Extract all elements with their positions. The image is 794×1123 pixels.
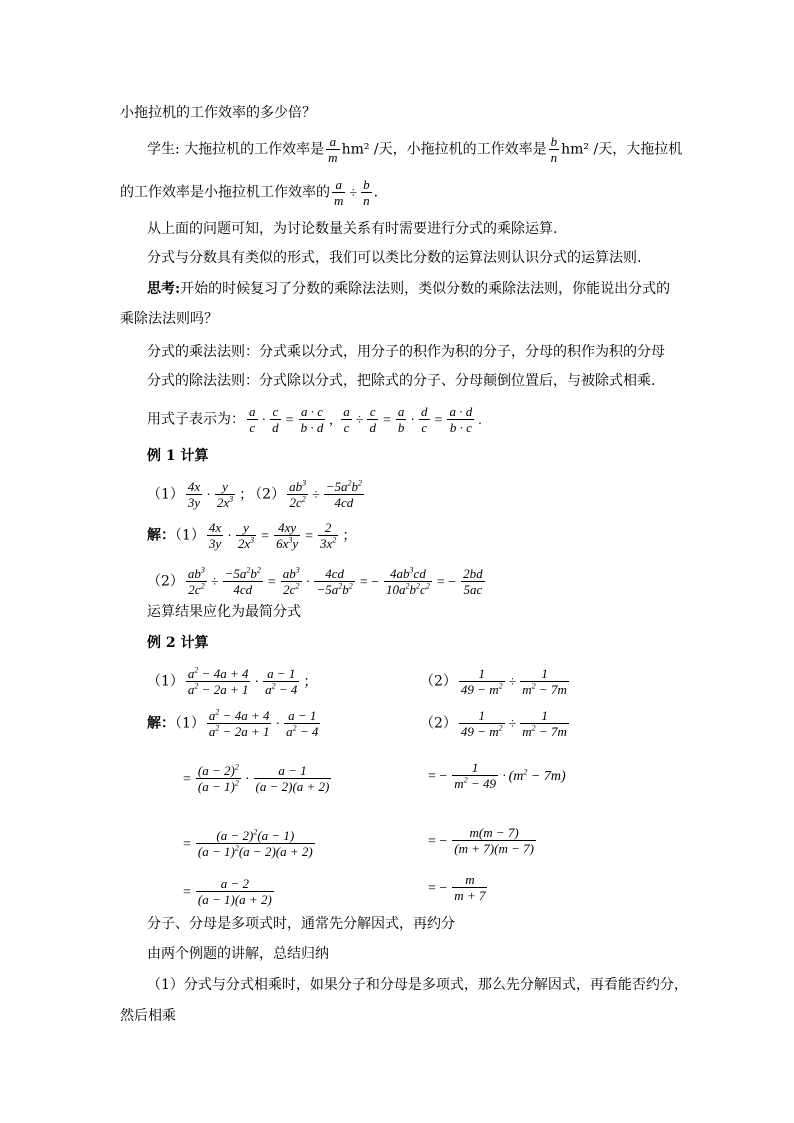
math-frac: $\frac{a - 2}{(a - 1)(a + 2)}$	[197, 876, 272, 907]
math-frac: $\frac{y}{2x^3}$	[216, 479, 234, 510]
example2-title: 例 2 计算	[147, 635, 209, 651]
text-line-question-end: 小拖拉机的工作效率的多少倍？	[120, 105, 316, 121]
example2-solution-1-step3: = $\frac{a - 2}{(a - 1)(a + 2)}$	[183, 876, 272, 907]
problem-number: （1）	[175, 527, 205, 544]
example2-solution-1-step2: = $\frac{(a - 2)^2(a - 1)}{(a - 1)^2(a - 2)(a + 2)}$	[183, 827, 313, 859]
formula-label: 用式子表示为：	[147, 411, 245, 428]
note-summary-intro: 由两个例题的讲解，总结归纳	[147, 946, 329, 962]
student-text-a: 学生: 大拖拉机的工作效率是	[147, 141, 325, 158]
example2-solution-1-step0: 解：（1） $\frac{a^2 - 4a + 4}{a^2 - 2a + 1}$ · $\frac{a - 1}{a^2 - 4}$	[147, 707, 319, 739]
problem-number: （2）	[147, 573, 184, 590]
formula-frac: $\frac{c}{d}$	[369, 404, 376, 435]
think-label: 思考:	[147, 281, 181, 297]
formula-frac: $\frac{a \cdot d}{b \cdot c}$	[449, 404, 473, 435]
math-frac: $\frac{a^2 - 4a + 4}{a^2 - 2a + 1}$	[208, 707, 270, 739]
problem-number: （1）	[147, 486, 184, 503]
example1-solution-1: 解：（1） $\frac{4x}{3y}$ · $\frac{y}{2x^3}$ = $\frac{4xy}{6x^3y}$ = $\frac{2}{3x^2}$ ；	[147, 520, 357, 551]
fraction-a-over-m: $\frac{a}{m}$	[328, 134, 338, 165]
rule-multiplication: 分式的乘法法则：分式乘以分式，用分子的积作为积的分子，分母的积作为积的分母	[147, 344, 665, 360]
formula-frac: $\frac{a \cdot c}{b \cdot d}$	[300, 404, 324, 435]
rule-division: 分式的除法法则：分式除以分式，把除式的分子、分母颠倒位置后，与被除式相乘.	[147, 373, 656, 389]
student-text-b: hm² /天，小拖拉机的工作效率是	[341, 141, 547, 158]
example1-solution-2: （2） $\frac{ab^3}{2c^2}$ ÷ $\frac{-5a^2b^2}{4cd}$ = $\frac{ab^3}{2c^2}$ · $\frac{4cd}{-5a^2b^2}$ = − $\frac{4ab^3cd}{10a^2b^2c^2}$ = − $\frac{2bd}{5ac}$	[147, 565, 483, 597]
formula-frac: $\frac{d}{c}$	[421, 404, 428, 435]
think-line1	[147, 279, 670, 299]
formula-line: 用式子表示为： $\frac{a}{c}$ · $\frac{c}{d}$ = $\frac{a \cdot c}{b \cdot d}$ , $\frac{a}{c}$ ÷ $\frac{c}{d}$ = $\frac{a}{b}$ · $\frac{d}{c}$ = $\frac{a \cdot d}{b \cdot c}$ .	[147, 404, 482, 435]
math-frac: $\frac{4ab^3cd}{10a^2b^2c^2}$	[386, 565, 430, 597]
problem-number: （1）	[175, 715, 205, 732]
example2-solution-2-step2: = − $\frac{m(m - 7)}{(m + 7)(m - 7)}$	[428, 825, 534, 856]
fraction-b-over-n: $\frac{b}{n}$	[550, 134, 558, 165]
example1-title: 例 1 计算	[147, 448, 209, 464]
fraction-b-over-n-2: $\frac{b}{n}$	[363, 177, 370, 208]
math-frac: $\frac{ab^3}{2c^2}$	[282, 565, 300, 597]
math-frac: $\frac{a - 1}{a^2 - 4}$	[265, 666, 298, 697]
fraction-a-over-m-2: $\frac{a}{m}$	[334, 177, 344, 208]
student-text-c: hm² /天，大拖拉机	[561, 141, 683, 158]
example2-solution-1-step1: = $\frac{(a - 2)^2}{(a - 1)^2}$ · $\frac{a - 1}{(a - 2)(a + 2)}$	[183, 762, 330, 794]
math-frac: $\frac{a^2 - 4a + 4}{a^2 - 2a + 1}$	[187, 665, 249, 697]
solution-label: 解：	[147, 715, 175, 732]
math-frac: $\frac{ab^3}{2c^2}$	[187, 565, 205, 597]
math-frac: $\frac{1}{m^2 - 7m}$	[522, 666, 567, 697]
think-text1: 开始的时候复习了分数的乘除法法则，类似分数的乘除法法则，你能说出分式的	[180, 281, 671, 297]
problem-number: （1）	[147, 673, 184, 690]
math-frac: $\frac{a - 1}{(a - 2)(a + 2)}$	[255, 763, 330, 794]
problem-number: （2）	[255, 486, 286, 503]
math-frac: $\frac{4xy}{6x^3y}$	[276, 520, 299, 551]
summary-line2: 然后相乘	[120, 1008, 176, 1024]
student-answer-line2: 的工作效率是小拖拉机工作效率的 $\frac{a}{m}$ ÷ $\frac{b}{n}$ .	[120, 177, 379, 208]
formula-frac: $\frac{a}{c}$	[343, 404, 350, 435]
problem-number: （2）	[420, 715, 457, 732]
note-simplest-form: 运算结果应化为最简分式	[147, 604, 301, 620]
math-frac: $\frac{2bd}{5ac}$	[463, 566, 483, 597]
formula-frac: $\frac{c}{d}$	[272, 404, 279, 435]
formula-frac: $\frac{a}{c}$	[249, 404, 256, 435]
math-frac: $\frac{2}{3x^2}$	[320, 520, 337, 551]
example2-solution-2-step3: = − $\frac{m}{m + 7}$	[428, 872, 486, 903]
math-frac: $\frac{ab^3}{2c^2}$	[289, 478, 307, 510]
think-line2: 乘除法法则吗？	[120, 311, 218, 327]
solution-label: 解：	[147, 527, 175, 544]
example2-solution-2-step1: = − $\frac{1}{m^2 - 49}$ · $(m^2 - 7m)$	[428, 760, 566, 791]
math-frac: $\frac{-5a^2b^2}{4cd}$	[325, 478, 363, 510]
student-text-d: 的工作效率是小拖拉机工作效率的	[120, 184, 330, 201]
math-frac: $\frac{(a - 2)^2}{(a - 1)^2}$	[197, 762, 239, 794]
example2-solution-2-step0: （2） $\frac{1}{49 - m^2}$ ÷ $\frac{1}{m^2 - 7m}$	[420, 708, 567, 739]
math-frac: $\frac{m}{m + 7}$	[454, 872, 486, 903]
math-frac: $\frac{a - 1}{a^2 - 4}$	[286, 708, 319, 739]
formula-frac: $\frac{a}{b}$	[397, 404, 405, 435]
math-frac: $\frac{(a - 2)^2(a - 1)}{(a - 1)^2(a - 2)(a + 2)}$	[197, 827, 313, 859]
math-frac: $\frac{m(m - 7)}{(m + 7)(m - 7)}$	[454, 825, 534, 856]
math-frac: $\frac{1}{49 - m^2}$	[460, 708, 503, 739]
example2-problem-2: （2） $\frac{1}{49 - m^2}$ ÷ $\frac{1}{m^2 - 7m}$	[420, 666, 567, 697]
math-frac: $\frac{4cd}{-5a^2b^2}$	[316, 566, 353, 597]
summary-line1: （1）分式与分式相乘时，如果分子和分母是多项式，那么先分解因式，再看能否约分，	[147, 977, 688, 993]
math-frac: $\frac{1}{m^2 - 49}$	[454, 760, 496, 791]
problem-number: （2）	[420, 673, 457, 690]
note-factor-first: 分子、分母是多项式时，通常先分解因式，再约分	[147, 916, 455, 932]
math-frac: $\frac{1}{m^2 - 7m}$	[522, 708, 567, 739]
math-frac: $\frac{1}{49 - m^2}$	[460, 666, 503, 697]
math-frac: $\frac{y}{2x^3}$	[237, 520, 255, 551]
example1-problems: （1） $\frac{4x}{3y}$ · $\frac{y}{2x^3}$ ； （2） $\frac{ab^3}{2c^2}$ ÷ $\frac{-5a^2b^2}{4cd}$	[147, 478, 363, 510]
math-frac: $\frac{-5a^2b^2}{4cd}$	[224, 565, 261, 597]
student-text-e: .	[373, 184, 379, 201]
student-answer-line1	[147, 134, 682, 165]
math-frac: $\frac{4x}{3y}$	[187, 479, 201, 510]
paragraph-analogy: 分式与分数具有类似的形式，我们可以类比分数的运算法则认识分式的运算法则.	[147, 250, 642, 266]
math-frac: $\frac{4x}{3y}$	[208, 520, 222, 551]
example2-problem-1: （1） $\frac{a^2 - 4a + 4}{a^2 - 2a + 1}$ · $\frac{a - 1}{a^2 - 4}$ ；	[147, 665, 318, 697]
paragraph-operations: 从上面的问题可知，为讨论数量关系有时需要进行分式的乘除运算.	[147, 221, 558, 237]
